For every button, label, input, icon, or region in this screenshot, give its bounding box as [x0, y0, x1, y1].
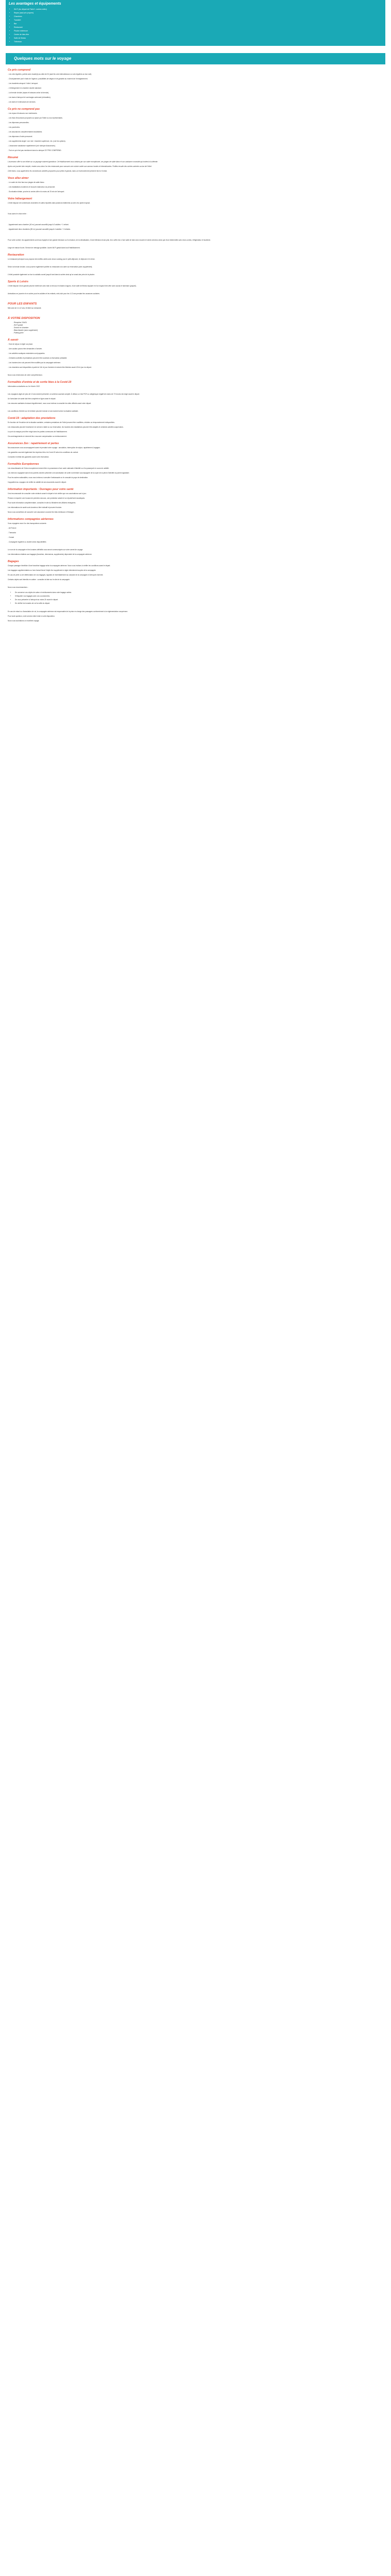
important-line: Pensez à emporter une trousse de premiers secours, une protection solaire et un répulsif anti-moustiques. — [8, 497, 85, 499]
page — [0, 0, 391, 635]
insurance-line: Consultez le détail des garanties avant votre réservation. — [8, 456, 50, 458]
advantage-item: • Piscine extérieure — [14, 29, 382, 33]
service-line: - Certaines activités et prestations peuvent être soumises à réservation préalable. — [8, 357, 68, 359]
price-includes-line: - Choix/paiement par le biais de l'agence, possibilités de sièges et de garantie au moment de l'enregistrement. — [8, 78, 88, 80]
hotel-services: Linge de maison fourni. Service de ménage quotidien. Accès Wi-Fi gratuit dans tout l'établissement. — [8, 247, 80, 249]
know-banner — [6, 53, 385, 64]
hotel-choice-intro: Vous aurez le choix entre : — [8, 213, 27, 215]
children-title: POUR LES ENFANTS — [8, 302, 37, 306]
formalities2-title: Formalités Européennes — [8, 463, 39, 466]
love-title: Vous allez aimer — [8, 177, 29, 180]
summary-title: Résumé — [8, 156, 19, 159]
formalities-line: Un formulaire de santé doit être complété en ligne avant le départ. — [8, 398, 56, 400]
price-excludes-line: - Les dépenses d'ordre personnel. — [8, 135, 33, 138]
price-includes-line: - L'hébergement en chambre double standard. — [8, 87, 42, 89]
luggage-closing: Nous vous souhaitons un excellent voyage. — [8, 620, 40, 622]
formalities2-line: Les ressortissants de l'Union européenne doivent être en possession d'une carte nationale d'identité ou d'un passeport en cours de validité. — [8, 467, 109, 469]
carriers-line: Le nom de la compagnie et les horaires définitifs vous seront communiqués sur votre carnet de voyage. — [8, 549, 83, 551]
advantage-item: • Wi-Fi (Au départ de Paris+/- suivies vidéo) — [14, 8, 382, 11]
carriers-line: - Transavia — [8, 532, 16, 534]
hotel-room: - Appartement deux chambres (55 m²) pouvant accueillir jusqu'à 4 adultes + 2 enfants. — [8, 228, 71, 230]
price-excludes-line: - L'assurance assistance rapatriement (voir rubrique Assurances). — [8, 145, 56, 147]
insurance-line: Nos assurances vous accompagnent avant et pendant votre voyage : annulation, interruption de séjour, rapatriement, bagages. — [8, 447, 101, 449]
hotel-title: Votre hébergement — [8, 197, 32, 200]
service-line: - Les horaires des vols peuvent être modifiés par la compagnie aérienne. — [8, 362, 61, 364]
price-includes-line: - Les taxes d'aéroport et surcharges carburant (révisables). — [8, 96, 51, 98]
carriers-title: Informations compagnies aériennes — [8, 518, 54, 521]
price-excludes-line: - Les frais d'excursions proposés sur place par l'hôtel ou nos représentants. — [8, 117, 63, 119]
carriers-line: - Air France — [8, 527, 17, 529]
service-line: - Une caution pourra être demandée à l'arrivée. — [8, 348, 42, 350]
luggage-list-item: • D'étiqueter vos bagages avec vos coordonnées. — [15, 595, 383, 598]
service-line: - Les chambres sont disponibles à partir de 14h le jour d'arrivée et doivent être libérées avant 12h le jour du départ. — [8, 366, 92, 368]
know-title: Quelques mots sur le voyage — [14, 56, 72, 61]
luggage-title: Bagages — [8, 560, 19, 563]
price-includes-line: - Les transferts aéroport / hôtel / aéroport. — [8, 82, 38, 84]
price-includes-line: - La formule choisie (repas et boissons selon la formule). — [8, 92, 50, 94]
luggage-list-item: • De vous présenter à l'aéroport au moins 2h avant le départ. — [15, 598, 383, 602]
luggage-closing: En cas de retard ou d'annulation de vol, la compagnie aérienne est responsable de la prise en charge des passagers conformément à la réglementation européenne. — [8, 611, 128, 613]
important-title: Information importante : Ouvrages pour votre santé — [8, 488, 74, 491]
price-includes-title: Ce prix comprend — [8, 69, 31, 72]
advantage-item: • Chambres — [14, 15, 382, 19]
luggage-line: Certains objets sont interdits en cabine : consultez la liste sur le site de la compagnie. — [8, 579, 70, 581]
service-closing: Nous vous remercions de votre compréhension. — [8, 374, 43, 376]
important-line: Les informations de santé sont données à titre indicatif et peuvent évoluer. — [8, 506, 62, 509]
restaurant-line: Selon la formule choisie, vous pourrez également profiter du restaurant à la carte sur réservation (avec supplément). — [8, 266, 93, 268]
price-excludes-line: - Les assurances complémentaires facultatives. — [8, 131, 43, 133]
luggage-line: Chaque passager bénéficie d'une franchise bagage selon la compagnie aérienne. Nous vous invitons à vérifier les conditions avant le départ. — [8, 565, 111, 567]
summary-paragraph: Côté loisirs, vous apprécierez les nombreuses activités proposées pour petits et grands, dans un environnement préservé face à l'océan. — [8, 170, 108, 172]
service-title: À savoir — [8, 338, 19, 342]
formalities-line: Informations actualisées au 1er février 2022. — [8, 385, 40, 387]
advantage-item: • Repas (sauf prix propres) — [14, 11, 382, 15]
restaurant-line: L'hôtel possède également un bar à cocktails ouvert jusqu'à tard dans la soirée ainsi qu'un snack-bar près de la piscine. — [8, 274, 95, 276]
carriers-line: Les informations relatives aux bagages (franchise, dimensions, suppléments) dépendent de la compagnie aérienne. — [8, 553, 92, 555]
carriers-line: - Compagnie régulière ou charter selon disponibilités — [8, 541, 46, 543]
covid-line: Le port du masque peut être exigé dans les parties communes de l'établissement. — [8, 431, 68, 433]
covid-title: Covid-19 : adaptation des prestations — [8, 417, 56, 420]
formalities-title: Formalités d'entrée et de sortie liées à la Covid-19 — [8, 381, 72, 384]
children-line: Mini-club de 4 à 12 ans, lit bébé sur demande. — [8, 307, 42, 309]
sports-title: Sports & Loisirs — [8, 280, 29, 283]
hotel-line: L'hôtel dispose de nombreuses chambres et suites réparties dans plusieurs bâtiments au sein d'un jardin tropical. — [8, 202, 90, 204]
insurance-line: Les garanties couvrent également les imprévus liés à la Covid-19 selon les conditions du contrat. — [8, 451, 78, 453]
dispose-item: - Wi-Fi gratuit — [13, 324, 23, 326]
price-excludes-title: Ce prix ne comprend pas — [8, 108, 40, 111]
love-line: - Les installations modernes et l'accueil chaleureux du personnel. — [8, 186, 56, 188]
important-line: Nous vous conseillons de souscrire une assurance couvrant les frais médicaux à l'étranger. — [8, 511, 74, 513]
summary-paragraph: L'ascenseur offre la vue infinie sur un paysage vraiment grandiose. Cet établissement vous séduira par son cadre exceptionnel, ses plages de sable blanc et son ambiance conviviale qui invitent à la détente. — [8, 161, 158, 163]
formalities-line: Les voyageurs âgés de plus de 12 ans doivent présenter un schéma vaccinal complet. À défaut, un test PCR ou antigénique négatif de moins de 72 heures est exigé avant le départ. — [8, 393, 140, 395]
service-line: - Les activités nautiques motorisées sont payantes. — [8, 352, 45, 354]
price-excludes-line: - Les suppléments single / vue mer / chambre supérieure, etc. (voir les options). — [8, 140, 66, 142]
formalities2-line: Pour les autres nationalités, nous vous invitons à consulter l'ambassade ou le consulat du pays de destination. — [8, 477, 88, 479]
luggage-list-item: • De conserver vos objets de valeur et médicaments dans votre bagage cabine. — [15, 591, 383, 595]
price-excludes-line: - Les repas et boissons non mentionnés. — [8, 112, 38, 114]
sports-line: L'hôtel dispose d'une grande piscine extérieure avec bain à remous et chaises longues, d'une salle de fitness équipée et d'un espace bien-être avec sauna et hammam (payant). — [8, 285, 137, 287]
advantages-panel — [6, 0, 385, 46]
price-includes-line: - Les taxes et redevances de services. — [8, 101, 36, 103]
price-excludes-line: - Les dépenses personnelles. — [8, 122, 29, 124]
covid-line: En fonction de l'évolution de la situation sanitaire, certaines prestations de l'hôtel peuvent être modifiées, réduites ou temporairement indisponibles. — [8, 421, 115, 423]
formalities2-line: Les mineurs voyageant sans leurs parents doivent présenter une autorisation de sortie du territoire accompagnée de la copie de la pièce d'identité du parent signataire. — [8, 472, 130, 474]
insurance-title: Assurances Zen : rapatriement et pertes — [8, 442, 59, 445]
love-line: - Le cadre de rêve face aux plages de sable blanc. — [8, 181, 45, 183]
dispose-item: - Service en chambre — [13, 327, 29, 329]
formalities2-line: Il appartient au voyageur de vérifier la validité de ses documents avant le départ. — [8, 481, 67, 483]
luggage-line: Les bagages supplémentaires ou hors format feront l'objet d'un supplément à régler directement auprès de la compagnie. — [8, 569, 96, 571]
dispose-item: - Blanchisserie (avec supplément) — [13, 329, 38, 331]
price-includes-line: - Les vols réguliers, parfois avec escale(s) au-delà de 2h (sauf les vols internationaux ou vols réguliers au tour soit). — [8, 73, 92, 75]
covid-line: Ces aménagements ne donnent lieu à aucune compensation ou remboursement. — [8, 435, 67, 437]
dispose-item: - Parking privé — [13, 332, 24, 334]
restaurant-line: Le restaurant principal vous propose des buffets variés avec show cooking pour le petit-déjeuner, le déjeuner et le dîner. — [8, 258, 95, 260]
luggage-line: En cas de perte ou de détérioration de vos bagages, signalez-le immédiatement au comptoir de la compagnie à l'aéroport d'arrivée. — [8, 574, 104, 576]
summary-paragraph: Après une journée bien remplie, rendez-vous dans l'un des restaurants pour savourer une cuisine variée aux saveurs locales et internationales. Profitez ensuite des soirées animées au bar de l'hôtel. — [8, 165, 152, 167]
hotel-room: - Appartement avec chambre (40 m²) pouvant accueillir jusqu'à 3 adultes + 1 enfant. — [8, 224, 69, 226]
luggage-list-item: • De vérifier les horaires de vol la veille du départ. — [15, 602, 383, 605]
covid-line: Les restaurants peuvent fonctionner en service à table ou sur réservation, les horaires des installations peuvent être adaptés et certaines activités suspendues. — [8, 426, 124, 428]
luggage-closing: Pour toute question, notre service client reste à votre disposition. — [8, 615, 55, 617]
sports-line: Animations en journée et en soirée pour les adultes et les enfants, mini-club pour les 4-12 ans pendant les vacances scolaires. — [8, 293, 100, 295]
carriers-line: Vous voyagerez avec l'un des transporteurs suivants : — [8, 522, 47, 524]
luggage-list-intro: Nous vous recommandons : — [8, 586, 28, 588]
formalities-line: Les mesures sanitaires évoluant régulièrement, nous vous invitons à consulter les sites officiels avant votre départ. — [8, 402, 91, 404]
restaurant-title: Restauration — [8, 253, 24, 257]
carriers-line: - Corsair — [8, 536, 14, 538]
advantage-item: • Bar — [14, 22, 382, 26]
important-line: Il est recommandé de consulter votre médecin avant le départ et de vérifier que vos vaccinations sont à jour. — [8, 493, 87, 495]
price-excludes-line: - Tout ce qui n'est pas mentionné dans la rubrique CE PRIX COMPREND. — [8, 149, 62, 151]
content — [6, 69, 385, 622]
dispose-item: - Réception 24h/24 — [13, 321, 27, 324]
advantage-item: • Salle de fitness — [14, 37, 382, 40]
love-line: - Sa situation idéale, proche du centre-ville et à moins de 20 min de l'aéroport. — [8, 191, 65, 193]
luggage-list — [8, 591, 383, 605]
important-line: Pour toute information complémentaire, consultez le site du Ministère des Affaires étrangères. — [8, 502, 76, 504]
service-line: - Taxe de séjour à régler sur place. — [8, 343, 34, 345]
advantage-item: • Centre de bien-être — [14, 33, 382, 37]
dispose-list — [8, 321, 383, 334]
price-excludes-line: - Les pourboires. — [8, 126, 20, 128]
formalities-line: Les conditions d'entrée sur le territoire peuvent évoluer à tout moment selon la situation sanitaire. — [8, 410, 79, 412]
advantages-list — [9, 8, 382, 44]
dispose-title: À VOTRE DISPOSITION — [8, 317, 40, 320]
advantages-title: Les avantages et équipements — [9, 2, 61, 6]
hotel-equipment: Pour votre confort, les appartements sont tous équipés d'une grande terrasse ou d'un balcon, de la climatisation, d'une télévision écran plat, d'un coffre-fort, d'une salle de bain avec douche et sèche-cheveux ainsi que d'une kitchenette avec micro-ondes, réfrigérateur et bouilloire. — [8, 239, 211, 241]
advantage-item: • Télévision — [14, 40, 382, 44]
advantage-item: • Transfert — [14, 19, 382, 22]
advantage-item: • Restaurant — [14, 26, 382, 29]
